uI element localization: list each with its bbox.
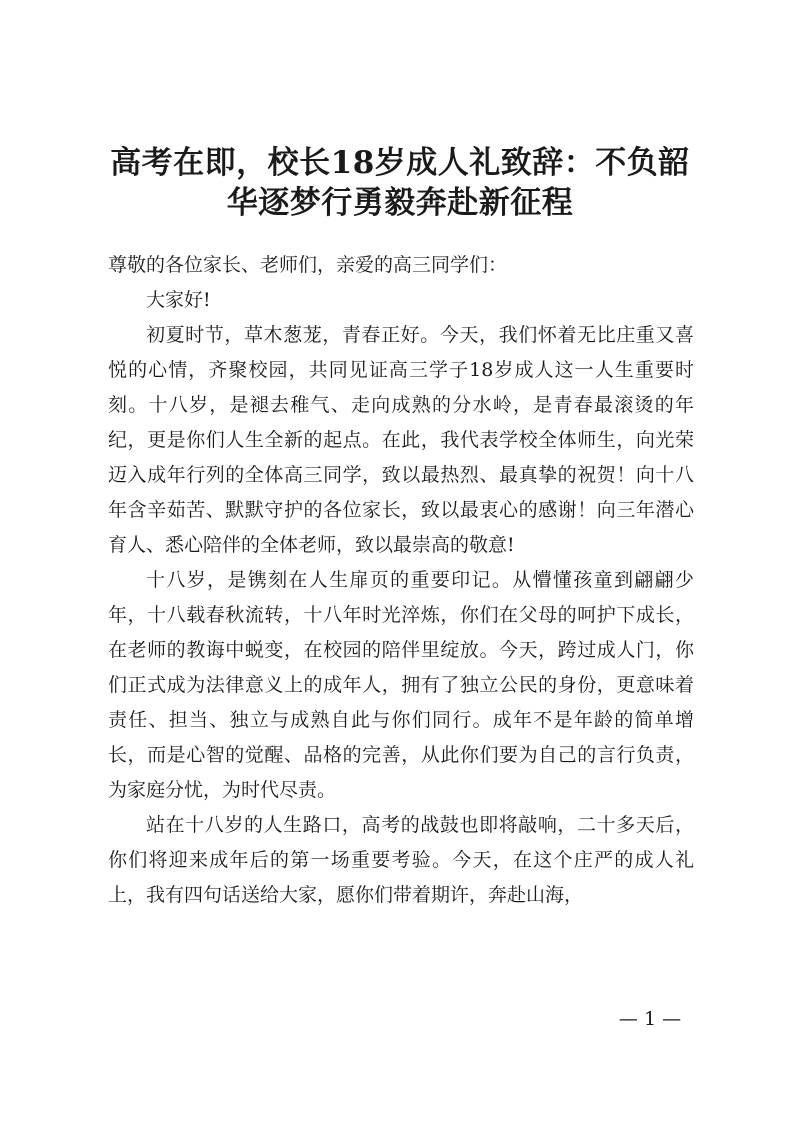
document-title: 高考在即，校长18岁成人礼致辞：不负韶华逐梦行勇毅奔赴新征程 [110, 145, 690, 221]
document-body [108, 248, 694, 913]
salutation: 尊敬的各位家长、老师们，亲爱的高三同学们： [108, 254, 508, 276]
paragraph: 十八岁，是镌刻在人生扉页的重要印记。从懵懂孩童到翩翩少年，十八载春秋流转，十八年时光淬炼，你们在父母的呵护下成长，在老师的教诲中蜕变，在校园的陪伴里绽放。今天，跨过成人门，你们正式成为法律意义上的成年人，拥有了独立公民的身份，更意味着责任、担当、独立与成熟自此与你们同行。成年不是年龄的简单增长，而是心智的觉醒、品格的完善，从此你们要为自己的言行负责，为家庭分忧，为时代尽责。 [108, 569, 694, 801]
greeting: 大家好! [146, 289, 211, 311]
paragraph: 初夏时节，草木葱茏，青春正好。今天，我们怀着无比庄重又喜悦的心情，齐聚校园，共同见证高三学子18岁成人这一人生重要时刻。十八岁，是褪去稚气、走向成熟的分水岭，是青春最滚烫的年纪，更是你们人生全新的起点。在此，我代表学校全体师生，向光荣迈入成年行列的全体高三同学，致以最热烈、最真挚的祝贺！向十八年含辛茹苦、默默守护的各位家长，致以最衷心的感谢！向三年潜心育人、悉心陪伴的全体老师，致以最崇高的敬意! [108, 324, 694, 556]
paragraph: 站在十八岁的人生路口，高考的战鼓也即将敲响，二十多天后，你们将迎来成年后的第一场重要考验。今天，在这个庄严的成人礼上，我有四句话送给大家，愿你们带着期许，奔赴山海， [108, 814, 694, 906]
page-number: — 1 — [618, 1008, 682, 1030]
